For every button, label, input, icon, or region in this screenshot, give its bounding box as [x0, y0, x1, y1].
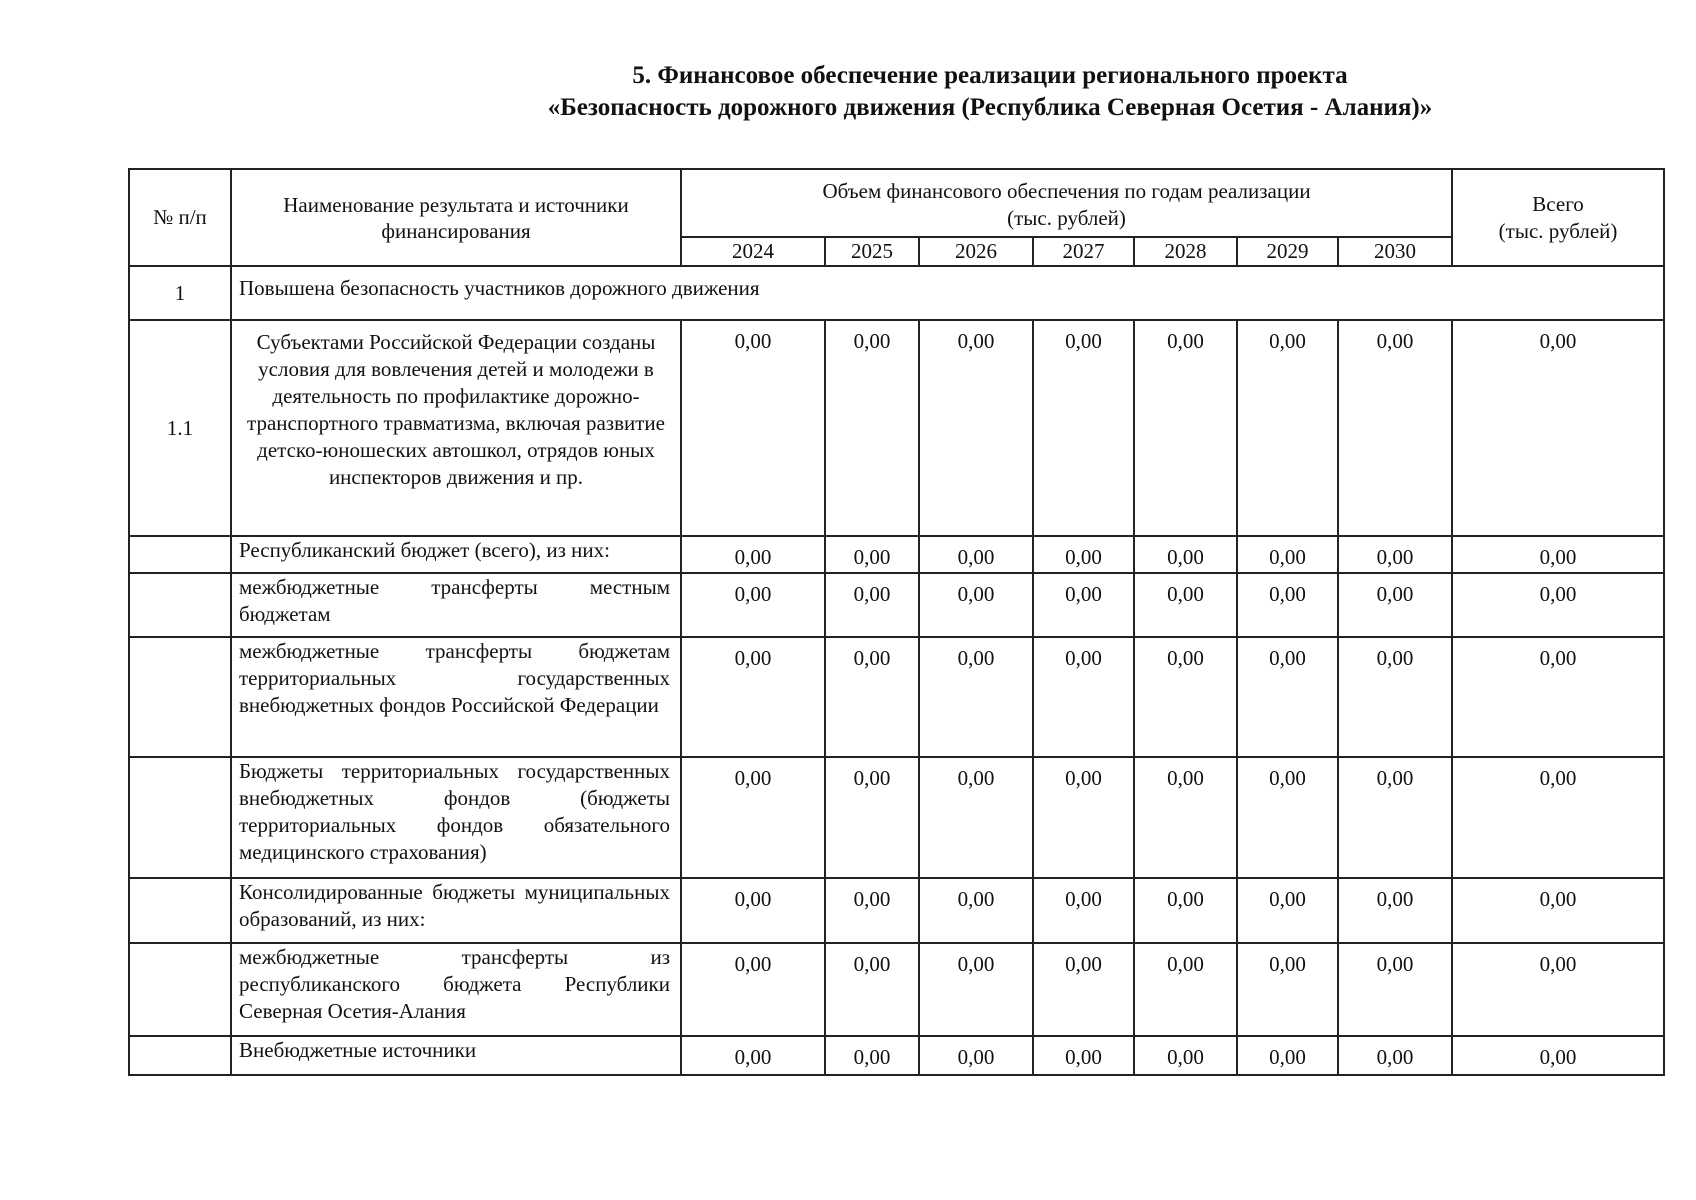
- value-cell-2026: 0,00: [919, 878, 1033, 943]
- row-num: 1.1: [129, 320, 231, 536]
- header-num-cell: [129, 169, 231, 266]
- value-cell-2027: 0,00: [1033, 637, 1134, 757]
- value-cell-2027: 0,00: [1033, 1036, 1134, 1075]
- value-cell-2030: 0,00: [1338, 637, 1452, 757]
- section-num: 1: [129, 266, 231, 320]
- value-cell-2030: 0,00: [1338, 757, 1452, 878]
- value-cell-2025: 0,00: [825, 943, 919, 1036]
- header-total-cell: [1452, 169, 1664, 266]
- header-row: [129, 169, 1664, 237]
- value-cell-2030: 0,00: [1338, 943, 1452, 1036]
- value-cell-2028: 0,00: [1134, 573, 1237, 637]
- title-line-2: «Безопасность дорожного движения (Республика Северная Осетия - Алания)»: [547, 94, 1433, 121]
- value-cell-2024: 0,00: [681, 1036, 825, 1075]
- year-header-2029: 2029: [1237, 237, 1338, 266]
- value-cell-2027: 0,00: [1033, 320, 1134, 536]
- year-header-2026: 2026: [919, 237, 1033, 266]
- value-cell-2027: 0,00: [1033, 757, 1134, 878]
- value-cell-2027: 0,00: [1033, 536, 1134, 573]
- row-num: [129, 1036, 231, 1075]
- value-cell-2026: 0,00: [919, 757, 1033, 878]
- value-cell-2026: 0,00: [919, 1036, 1033, 1075]
- value-cell-2029: 0,00: [1237, 573, 1338, 637]
- value-cell-2030: 0,00: [1338, 320, 1452, 536]
- row-name: межбюджетные трансферты из республиканского бюджета Республики Северная Осетия-Алания: [231, 943, 681, 1036]
- value-cell-2024: 0,00: [681, 320, 825, 536]
- value-cell-2029: 0,00: [1237, 757, 1338, 878]
- row-num: [129, 573, 231, 637]
- row-num: [129, 637, 231, 757]
- table-row: [129, 637, 1664, 757]
- table-row: [129, 943, 1664, 1036]
- value-cell-2029: 0,00: [1237, 878, 1338, 943]
- table-row: [129, 536, 1664, 573]
- value-cell-2030: 0,00: [1338, 573, 1452, 637]
- value-cell-2024: 0,00: [681, 637, 825, 757]
- value-cell-2025: 0,00: [825, 1036, 919, 1075]
- value-cell-2026: 0,00: [919, 320, 1033, 536]
- financing-table: [128, 168, 1665, 1076]
- value-cell-2027: 0,00: [1033, 878, 1134, 943]
- total-cell: 0,00: [1452, 637, 1664, 757]
- value-cell-2029: 0,00: [1237, 536, 1338, 573]
- value-cell-2026: 0,00: [919, 536, 1033, 573]
- table-row: [129, 878, 1664, 943]
- value-cell-2024: 0,00: [681, 943, 825, 1036]
- value-cell-2030: 0,00: [1338, 1036, 1452, 1075]
- year-header-2028: 2028: [1134, 237, 1237, 266]
- value-cell-2028: 0,00: [1134, 878, 1237, 943]
- header-total-label: Всего: [1532, 191, 1584, 216]
- table-row: [129, 320, 1664, 536]
- year-header-2025: 2025: [825, 237, 919, 266]
- value-cell-2025: 0,00: [825, 878, 919, 943]
- row-name: Республиканский бюджет (всего), из них:: [231, 536, 681, 573]
- row-name: Субъектами Российской Федерации созданы условия для вовлечения детей и молодежи в деятельность по профилактике дорожно-транспортного травматизма, включая развитие детско-юношеских автошкол, отрядов юных инспекторов движения и пр.: [231, 320, 681, 536]
- row-name: Внебюджетные источники: [231, 1036, 681, 1075]
- total-cell: 0,00: [1452, 943, 1664, 1036]
- value-cell-2028: 0,00: [1134, 536, 1237, 573]
- value-cell-2029: 0,00: [1237, 1036, 1338, 1075]
- value-cell-2030: 0,00: [1338, 878, 1452, 943]
- value-cell-2026: 0,00: [919, 573, 1033, 637]
- value-cell-2029: 0,00: [1237, 637, 1338, 757]
- header-num-label: № п/п: [153, 205, 207, 229]
- value-cell-2029: 0,00: [1237, 320, 1338, 536]
- value-cell-2029: 0,00: [1237, 943, 1338, 1036]
- row-name: межбюджетные трансферты бюджетам территориальных государственных внебюджетных фондов Российской Федерации: [231, 637, 681, 757]
- header-volume-label: Объем финансового обеспечения по годам реализации: [822, 179, 1311, 203]
- value-cell-2028: 0,00: [1134, 320, 1237, 536]
- header-volume-cell: [681, 169, 1452, 237]
- row-name: Консолидированные бюджеты муниципальных образований, из них:: [231, 878, 681, 943]
- value-cell-2028: 0,00: [1134, 757, 1237, 878]
- value-cell-2024: 0,00: [681, 573, 825, 637]
- value-cell-2028: 0,00: [1134, 637, 1237, 757]
- total-cell: 0,00: [1452, 1036, 1664, 1075]
- value-cell-2027: 0,00: [1033, 573, 1134, 637]
- total-cell: 0,00: [1452, 757, 1664, 878]
- title-line-1: 5. Финансовое обеспечение реализации регионального проекта: [632, 62, 1348, 89]
- value-cell-2027: 0,00: [1033, 943, 1134, 1036]
- value-cell-2028: 0,00: [1134, 943, 1237, 1036]
- header-volume-unit: (тыс. рублей): [1007, 206, 1126, 230]
- row-num: [129, 757, 231, 878]
- value-cell-2026: 0,00: [919, 943, 1033, 1036]
- total-cell: 0,00: [1452, 573, 1664, 637]
- section-row: [129, 266, 1664, 320]
- section-name: Повышена безопасность участников дорожного движения: [231, 266, 1664, 320]
- value-cell-2028: 0,00: [1134, 1036, 1237, 1075]
- value-cell-2024: 0,00: [681, 757, 825, 878]
- row-num: [129, 536, 231, 573]
- value-cell-2025: 0,00: [825, 637, 919, 757]
- value-cell-2025: 0,00: [825, 573, 919, 637]
- value-cell-2026: 0,00: [919, 637, 1033, 757]
- value-cell-2025: 0,00: [825, 757, 919, 878]
- value-cell-2030: 0,00: [1338, 536, 1452, 573]
- table-row: [129, 757, 1664, 878]
- table-row: [129, 573, 1664, 637]
- document-title: [490, 60, 1490, 124]
- header-name-label: Наименование результата и источники финансирования: [283, 192, 629, 243]
- row-name: Бюджеты территориальных государственных внебюджетных фондов (бюджеты территориальных фондов обязательного медицинского страхования): [231, 757, 681, 878]
- row-name: межбюджетные трансферты местным бюджетам: [231, 573, 681, 637]
- year-header-2030: 2030: [1338, 237, 1452, 266]
- total-cell: 0,00: [1452, 536, 1664, 573]
- total-cell: 0,00: [1452, 320, 1664, 536]
- year-header-2027: 2027: [1033, 237, 1134, 266]
- value-cell-2024: 0,00: [681, 536, 825, 573]
- value-cell-2025: 0,00: [825, 320, 919, 536]
- header-total-unit: (тыс. рублей): [1498, 218, 1618, 243]
- row-num: [129, 878, 231, 943]
- value-cell-2024: 0,00: [681, 878, 825, 943]
- total-cell: 0,00: [1452, 878, 1664, 943]
- year-header-2024: 2024: [681, 237, 825, 266]
- table-row: [129, 1036, 1664, 1075]
- row-num: [129, 943, 231, 1036]
- value-cell-2025: 0,00: [825, 536, 919, 573]
- header-name-cell: [231, 169, 681, 266]
